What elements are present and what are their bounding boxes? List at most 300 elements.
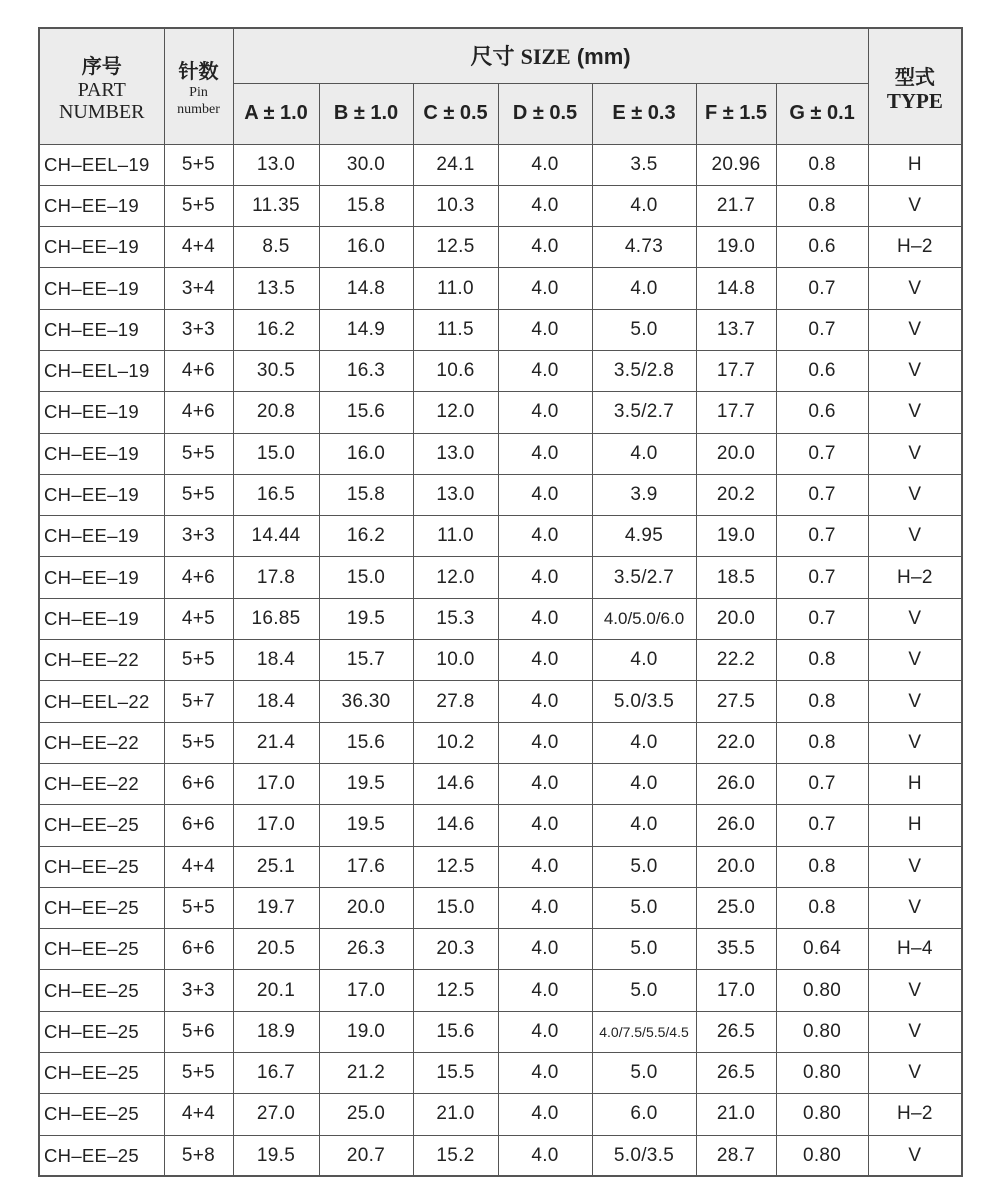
pin-count-cell: 3+4	[164, 268, 233, 309]
part-number-cell: CH–EEL–22	[39, 681, 164, 722]
table-row	[39, 598, 962, 639]
dim-g-cell: 0.80	[776, 1011, 868, 1052]
dim-g-cell: 0.8	[776, 846, 868, 887]
table-row	[39, 227, 962, 268]
pin-count-cell: 4+4	[164, 227, 233, 268]
dim-f-cell: 26.0	[696, 763, 776, 804]
size-header-unit: (mm)	[576, 44, 631, 70]
dim-a-cell: 17.8	[233, 557, 319, 598]
dim-c-cell: 11.5	[413, 309, 498, 350]
dim-d-cell: 4.0	[498, 598, 592, 639]
dim-g-cell: 0.8	[776, 887, 868, 928]
dim-b-cell: 19.5	[319, 805, 413, 846]
pin-count-cell: 5+5	[164, 185, 233, 226]
dim-f-cell: 20.0	[696, 433, 776, 474]
dim-a-cell: 18.9	[233, 1011, 319, 1052]
dim-b-cell: 15.8	[319, 474, 413, 515]
dim-g-cell: 0.8	[776, 144, 868, 185]
dim-a-cell: 20.5	[233, 929, 319, 970]
dim-f-cell: 17.7	[696, 350, 776, 391]
pin-header-en2: number	[177, 101, 220, 117]
table-row	[39, 268, 962, 309]
dim-d-cell: 4.0	[498, 1094, 592, 1135]
dim-c-cell: 12.5	[413, 970, 498, 1011]
dim-b-cell: 17.6	[319, 846, 413, 887]
part-number-cell: CH–EE–19	[39, 309, 164, 350]
type-cell: V	[868, 516, 962, 557]
dim-a-cell: 11.35	[233, 185, 319, 226]
part-number-cell: CH–EEL–19	[39, 144, 164, 185]
part-number-cell: CH–EE–22	[39, 722, 164, 763]
dim-a-cell: 16.85	[233, 598, 319, 639]
dim-b-cell: 36.30	[319, 681, 413, 722]
dim-f-cell: 26.0	[696, 805, 776, 846]
dim-g-cell: 0.8	[776, 640, 868, 681]
part-header-en2: NUMBER	[58, 100, 145, 123]
dim-c-cell: 15.5	[413, 1053, 498, 1094]
dim-g-cell: 0.7	[776, 763, 868, 804]
table-row	[39, 805, 962, 846]
pin-count-cell: 6+6	[164, 929, 233, 970]
table-row	[39, 557, 962, 598]
dim-c-cell: 10.6	[413, 350, 498, 391]
dim-g-cell: 0.7	[776, 805, 868, 846]
dim-f-cell: 35.5	[696, 929, 776, 970]
pin-count-cell: 3+3	[164, 309, 233, 350]
pin-count-cell: 4+4	[164, 846, 233, 887]
dim-b-cell: 19.5	[319, 598, 413, 639]
dim-e-cell: 5.0	[592, 887, 696, 928]
dim-b-cell: 15.8	[319, 185, 413, 226]
dim-header-g: G ± 0.1	[776, 83, 868, 144]
dim-d-cell: 4.0	[498, 846, 592, 887]
dim-f-cell: 22.0	[696, 722, 776, 763]
pin-header-cn: 针数	[178, 58, 219, 83]
dim-f-cell: 19.0	[696, 227, 776, 268]
dim-a-cell: 16.5	[233, 474, 319, 515]
dim-g-cell: 0.80	[776, 1135, 868, 1176]
table-row	[39, 144, 962, 185]
type-cell: H	[868, 763, 962, 804]
dim-header-a: A ± 1.0	[233, 83, 319, 144]
dim-f-cell: 20.96	[696, 144, 776, 185]
dim-g-cell: 0.6	[776, 392, 868, 433]
dim-c-cell: 14.6	[413, 763, 498, 804]
pin-header-en1: Pin	[189, 84, 208, 100]
table-row	[39, 929, 962, 970]
table-row	[39, 433, 962, 474]
dim-f-cell: 17.7	[696, 392, 776, 433]
table-body	[39, 144, 962, 1176]
dim-e-cell: 5.0/3.5	[592, 681, 696, 722]
dim-a-cell: 18.4	[233, 681, 319, 722]
type-cell: H–4	[868, 929, 962, 970]
part-number-header	[39, 28, 164, 144]
pin-count-cell: 4+5	[164, 598, 233, 639]
dim-e-cell: 5.0	[592, 929, 696, 970]
dim-d-cell: 4.0	[498, 227, 592, 268]
dim-e-cell: 3.5	[592, 144, 696, 185]
dim-c-cell: 12.0	[413, 557, 498, 598]
part-number-cell: CH–EE–19	[39, 598, 164, 639]
pin-count-cell: 5+5	[164, 640, 233, 681]
dim-header-b: B ± 1.0	[319, 83, 413, 144]
table-row	[39, 970, 962, 1011]
table-row	[39, 640, 962, 681]
dim-c-cell: 15.2	[413, 1135, 498, 1176]
part-number-cell: CH–EE–19	[39, 227, 164, 268]
dim-d-cell: 4.0	[498, 392, 592, 433]
dim-d-cell: 4.0	[498, 763, 592, 804]
dim-f-cell: 25.0	[696, 887, 776, 928]
dim-e-cell: 5.0	[592, 1053, 696, 1094]
part-number-cell: CH–EE–25	[39, 1135, 164, 1176]
dim-f-cell: 21.0	[696, 1094, 776, 1135]
dim-e-cell: 4.0	[592, 722, 696, 763]
table-row	[39, 763, 962, 804]
pin-count-cell: 5+7	[164, 681, 233, 722]
type-cell: V	[868, 268, 962, 309]
dim-d-cell: 4.0	[498, 309, 592, 350]
dim-header-f: F ± 1.5	[696, 83, 776, 144]
dim-d-cell: 4.0	[498, 433, 592, 474]
dim-a-cell: 21.4	[233, 722, 319, 763]
dim-f-cell: 13.7	[696, 309, 776, 350]
dim-g-cell: 0.8	[776, 681, 868, 722]
dim-c-cell: 15.6	[413, 1011, 498, 1052]
type-cell: V	[868, 350, 962, 391]
size-header-cn: 尺寸	[470, 44, 515, 70]
dim-header-e: E ± 0.3	[592, 83, 696, 144]
dim-d-cell: 4.0	[498, 681, 592, 722]
dim-c-cell: 24.1	[413, 144, 498, 185]
dim-a-cell: 13.0	[233, 144, 319, 185]
dim-b-cell: 15.6	[319, 722, 413, 763]
dim-e-cell: 4.0	[592, 433, 696, 474]
dim-a-cell: 13.5	[233, 268, 319, 309]
table-row	[39, 1053, 962, 1094]
dim-g-cell: 0.7	[776, 433, 868, 474]
dim-c-cell: 12.5	[413, 846, 498, 887]
part-header-en1: PART	[77, 78, 126, 101]
dim-d-cell: 4.0	[498, 516, 592, 557]
dim-b-cell: 26.3	[319, 929, 413, 970]
dim-c-cell: 15.3	[413, 598, 498, 639]
dim-g-cell: 0.8	[776, 185, 868, 226]
dim-a-cell: 17.0	[233, 805, 319, 846]
dim-e-cell: 5.0	[592, 309, 696, 350]
pin-count-cell: 5+5	[164, 144, 233, 185]
dim-f-cell: 20.0	[696, 846, 776, 887]
dim-a-cell: 17.0	[233, 763, 319, 804]
type-header-cn: 型式	[894, 64, 935, 89]
table-row	[39, 1135, 962, 1176]
dim-d-cell: 4.0	[498, 970, 592, 1011]
type-cell: V	[868, 681, 962, 722]
table-row	[39, 887, 962, 928]
table-row	[39, 1094, 962, 1135]
dim-g-cell: 0.80	[776, 970, 868, 1011]
type-cell: V	[868, 1135, 962, 1176]
dim-e-cell: 3.5/2.7	[592, 557, 696, 598]
pin-count-cell: 5+5	[164, 722, 233, 763]
dim-b-cell: 14.8	[319, 268, 413, 309]
part-number-cell: CH–EE–22	[39, 640, 164, 681]
pin-count-cell: 5+5	[164, 887, 233, 928]
size-group-header	[233, 28, 868, 83]
pin-count-cell: 5+5	[164, 474, 233, 515]
table-row	[39, 846, 962, 887]
dim-c-cell: 12.5	[413, 227, 498, 268]
part-number-cell: CH–EE–19	[39, 516, 164, 557]
table-row	[39, 681, 962, 722]
pin-count-cell: 4+6	[164, 557, 233, 598]
dim-c-cell: 11.0	[413, 516, 498, 557]
dim-d-cell: 4.0	[498, 1135, 592, 1176]
type-cell: V	[868, 1011, 962, 1052]
type-cell: H–2	[868, 557, 962, 598]
part-number-cell: CH–EE–19	[39, 268, 164, 309]
type-cell: H	[868, 805, 962, 846]
dim-g-cell: 0.8	[776, 722, 868, 763]
pin-count-cell: 4+4	[164, 1094, 233, 1135]
dim-a-cell: 25.1	[233, 846, 319, 887]
dim-e-cell: 5.0	[592, 970, 696, 1011]
type-cell: V	[868, 185, 962, 226]
dim-a-cell: 14.44	[233, 516, 319, 557]
dim-g-cell: 0.6	[776, 350, 868, 391]
dim-f-cell: 20.2	[696, 474, 776, 515]
size-header-en: SIZE	[520, 44, 571, 70]
dim-d-cell: 4.0	[498, 144, 592, 185]
type-cell: V	[868, 309, 962, 350]
dim-b-cell: 15.0	[319, 557, 413, 598]
dim-e-cell: 5.0	[592, 846, 696, 887]
table-header	[39, 28, 962, 144]
pin-count-cell: 3+3	[164, 516, 233, 557]
type-cell: V	[868, 1053, 962, 1094]
dim-b-cell: 15.6	[319, 392, 413, 433]
dim-c-cell: 10.0	[413, 640, 498, 681]
table-row	[39, 722, 962, 763]
dim-e-cell: 4.0	[592, 805, 696, 846]
table-row	[39, 1011, 962, 1052]
dim-d-cell: 4.0	[498, 1011, 592, 1052]
pin-count-cell: 5+6	[164, 1011, 233, 1052]
dim-g-cell: 0.80	[776, 1053, 868, 1094]
part-number-cell: CH–EE–22	[39, 763, 164, 804]
dim-f-cell: 27.5	[696, 681, 776, 722]
pin-count-cell: 6+6	[164, 763, 233, 804]
pin-count-cell: 5+8	[164, 1135, 233, 1176]
dim-d-cell: 4.0	[498, 474, 592, 515]
part-number-cell: CH–EE–19	[39, 557, 164, 598]
dim-b-cell: 15.7	[319, 640, 413, 681]
spec-table	[38, 27, 963, 1177]
type-cell: H	[868, 144, 962, 185]
table-row	[39, 350, 962, 391]
dim-a-cell: 27.0	[233, 1094, 319, 1135]
dim-c-cell: 10.2	[413, 722, 498, 763]
pin-count-cell: 5+5	[164, 1053, 233, 1094]
dim-b-cell: 19.5	[319, 763, 413, 804]
dim-d-cell: 4.0	[498, 929, 592, 970]
pin-count-cell: 4+6	[164, 350, 233, 391]
type-cell: V	[868, 722, 962, 763]
dim-f-cell: 19.0	[696, 516, 776, 557]
dim-f-cell: 21.7	[696, 185, 776, 226]
dim-a-cell: 18.4	[233, 640, 319, 681]
table-row	[39, 309, 962, 350]
dim-e-cell: 4.73	[592, 227, 696, 268]
pin-number-header	[164, 28, 233, 144]
pin-count-cell: 4+6	[164, 392, 233, 433]
dim-d-cell: 4.0	[498, 268, 592, 309]
dim-f-cell: 26.5	[696, 1011, 776, 1052]
dim-e-cell: 4.0	[592, 268, 696, 309]
type-cell: V	[868, 598, 962, 639]
part-number-cell: CH–EE–25	[39, 1011, 164, 1052]
dim-c-cell: 15.0	[413, 887, 498, 928]
dim-header-d: D ± 0.5	[498, 83, 592, 144]
dim-e-cell: 5.0/3.5	[592, 1135, 696, 1176]
type-header-en: TYPE	[886, 88, 943, 113]
type-cell: V	[868, 970, 962, 1011]
dim-b-cell: 25.0	[319, 1094, 413, 1135]
type-cell: H–2	[868, 1094, 962, 1135]
dim-c-cell: 12.0	[413, 392, 498, 433]
part-number-cell: CH–EE–25	[39, 887, 164, 928]
dim-g-cell: 0.7	[776, 268, 868, 309]
table-row	[39, 185, 962, 226]
dim-d-cell: 4.0	[498, 185, 592, 226]
part-number-cell: CH–EE–25	[39, 805, 164, 846]
dim-f-cell: 22.2	[696, 640, 776, 681]
type-cell: V	[868, 846, 962, 887]
dim-d-cell: 4.0	[498, 887, 592, 928]
dim-a-cell: 16.2	[233, 309, 319, 350]
dim-a-cell: 19.5	[233, 1135, 319, 1176]
dim-a-cell: 15.0	[233, 433, 319, 474]
dim-d-cell: 4.0	[498, 1053, 592, 1094]
type-header	[868, 28, 962, 144]
part-number-cell: CH–EE–25	[39, 970, 164, 1011]
dim-e-cell: 4.0/5.0/6.0	[592, 598, 696, 639]
dim-c-cell: 20.3	[413, 929, 498, 970]
dim-e-cell: 4.0	[592, 763, 696, 804]
dim-b-cell: 30.0	[319, 144, 413, 185]
dim-c-cell: 13.0	[413, 474, 498, 515]
dim-e-cell: 3.5/2.8	[592, 350, 696, 391]
table-row	[39, 392, 962, 433]
dim-a-cell: 20.8	[233, 392, 319, 433]
part-number-cell: CH–EE–19	[39, 433, 164, 474]
dim-b-cell: 17.0	[319, 970, 413, 1011]
dim-f-cell: 20.0	[696, 598, 776, 639]
dim-g-cell: 0.6	[776, 227, 868, 268]
dim-f-cell: 26.5	[696, 1053, 776, 1094]
dim-b-cell: 20.7	[319, 1135, 413, 1176]
dim-f-cell: 14.8	[696, 268, 776, 309]
pin-count-cell: 3+3	[164, 970, 233, 1011]
dim-f-cell: 17.0	[696, 970, 776, 1011]
dim-g-cell: 0.7	[776, 516, 868, 557]
table-row	[39, 474, 962, 515]
dim-f-cell: 28.7	[696, 1135, 776, 1176]
dim-f-cell: 18.5	[696, 557, 776, 598]
part-number-cell: CH–EE–19	[39, 185, 164, 226]
dim-e-cell: 6.0	[592, 1094, 696, 1135]
dim-d-cell: 4.0	[498, 805, 592, 846]
table-row	[39, 516, 962, 557]
dim-d-cell: 4.0	[498, 722, 592, 763]
part-number-cell: CH–EEL–19	[39, 350, 164, 391]
dim-c-cell: 14.6	[413, 805, 498, 846]
dim-a-cell: 19.7	[233, 887, 319, 928]
type-cell: V	[868, 433, 962, 474]
part-number-cell: CH–EE–25	[39, 1094, 164, 1135]
dim-header-c: C ± 0.5	[413, 83, 498, 144]
dim-d-cell: 4.0	[498, 350, 592, 391]
dim-c-cell: 21.0	[413, 1094, 498, 1135]
part-header-cn: 序号	[81, 53, 122, 78]
dim-e-cell: 3.5/2.7	[592, 392, 696, 433]
dim-c-cell: 10.3	[413, 185, 498, 226]
dim-e-cell: 4.95	[592, 516, 696, 557]
pin-count-cell: 6+6	[164, 805, 233, 846]
dim-b-cell: 16.0	[319, 227, 413, 268]
part-number-cell: CH–EE–25	[39, 929, 164, 970]
dim-b-cell: 16.3	[319, 350, 413, 391]
part-number-cell: CH–EE–19	[39, 474, 164, 515]
dim-e-cell: 4.0	[592, 185, 696, 226]
part-number-cell: CH–EE–25	[39, 1053, 164, 1094]
part-number-cell: CH–EE–19	[39, 392, 164, 433]
type-cell: V	[868, 474, 962, 515]
dim-g-cell: 0.7	[776, 557, 868, 598]
dim-a-cell: 8.5	[233, 227, 319, 268]
dim-g-cell: 0.7	[776, 474, 868, 515]
part-number-cell: CH–EE–25	[39, 846, 164, 887]
dim-b-cell: 20.0	[319, 887, 413, 928]
dim-a-cell: 16.7	[233, 1053, 319, 1094]
type-cell: V	[868, 392, 962, 433]
type-cell: V	[868, 640, 962, 681]
dim-d-cell: 4.0	[498, 640, 592, 681]
dim-c-cell: 27.8	[413, 681, 498, 722]
dim-g-cell: 0.7	[776, 309, 868, 350]
dim-a-cell: 30.5	[233, 350, 319, 391]
type-cell: H–2	[868, 227, 962, 268]
dim-b-cell: 16.2	[319, 516, 413, 557]
dim-g-cell: 0.64	[776, 929, 868, 970]
dim-b-cell: 21.2	[319, 1053, 413, 1094]
dim-e-cell: 4.0	[592, 640, 696, 681]
dim-e-cell: 4.0/7.5/5.5/4.5	[592, 1011, 696, 1052]
dim-e-cell: 3.9	[592, 474, 696, 515]
type-cell: V	[868, 887, 962, 928]
dim-c-cell: 11.0	[413, 268, 498, 309]
dim-b-cell: 19.0	[319, 1011, 413, 1052]
pin-count-cell: 5+5	[164, 433, 233, 474]
dim-b-cell: 14.9	[319, 309, 413, 350]
dim-a-cell: 20.1	[233, 970, 319, 1011]
dim-g-cell: 0.80	[776, 1094, 868, 1135]
dim-b-cell: 16.0	[319, 433, 413, 474]
dim-d-cell: 4.0	[498, 557, 592, 598]
dim-g-cell: 0.7	[776, 598, 868, 639]
dim-c-cell: 13.0	[413, 433, 498, 474]
